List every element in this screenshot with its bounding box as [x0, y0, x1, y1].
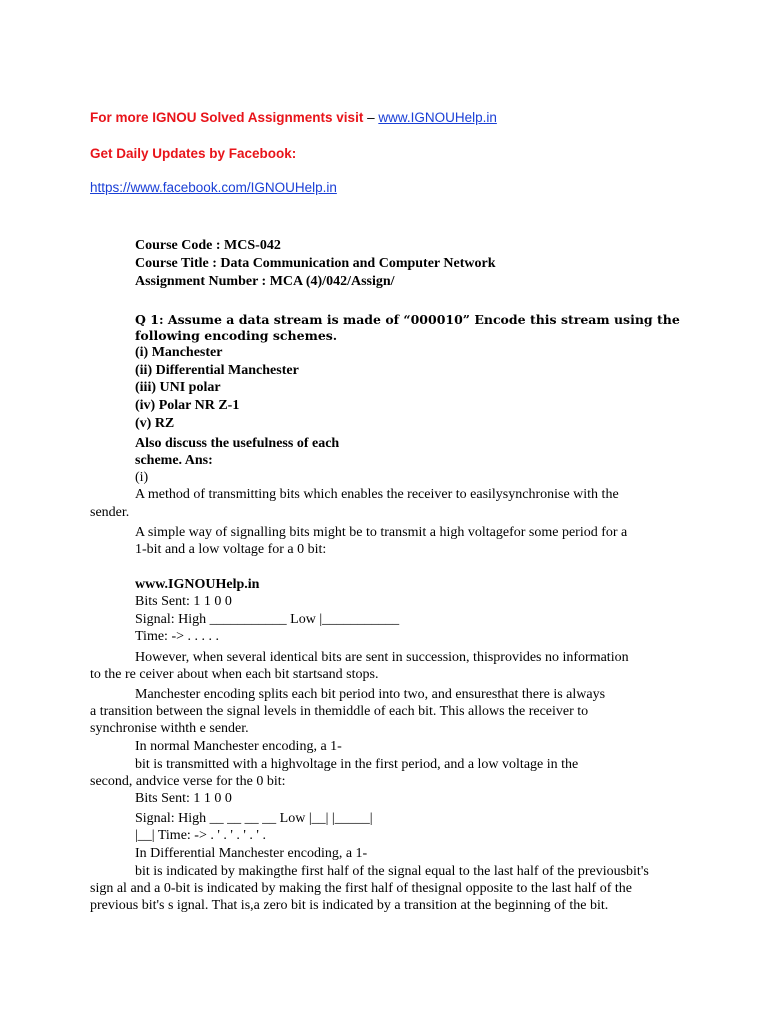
question-line-2: following encoding schemes. [135, 328, 338, 343]
assignment-number: Assignment Number : MCA (4)/042/Assign/ [135, 274, 395, 289]
scheme-item: (iii) UNI polar [135, 380, 221, 395]
question-line-1: Q 1: Assume a data stream is made of “000010” Encode this stream using the [135, 312, 680, 327]
time-line: Time: -> . . . . . [135, 629, 219, 644]
discuss-line-1: Also discuss the usefulness of each [135, 436, 340, 451]
updates-text: Get Daily Updates by Facebook: [90, 146, 297, 161]
scheme-item: (i) Manchester [135, 345, 223, 360]
signal-line: Signal: High ___________ Low |___________ [135, 612, 400, 627]
signal-line: Signal: High __ __ __ __ Low |__| |_____| [135, 811, 373, 826]
paragraph-line: A method of transmitting bits which enables the receiver to easilysynchronise with the [135, 487, 619, 502]
paragraph-line: previous bit's s ignal. That is,a zero bit is indicated by a transition at the beginning of the bit. [90, 898, 609, 913]
ignouhelp-link[interactable]: www.IGNOUHelp.in [378, 110, 497, 125]
answer-part-label: (i) [135, 470, 149, 485]
promo-line [90, 109, 497, 126]
paragraph-line: A simple way of signalling bits might be to transmit a high voltagefor some period for a [135, 525, 628, 540]
paragraph-line: sender. [90, 505, 130, 520]
promo-dash: – [367, 110, 379, 125]
discuss-line-2: scheme. Ans: [135, 453, 213, 468]
course-code: Course Code : MCS-042 [135, 238, 281, 253]
paragraph-line: In Differential Manchester encoding, a 1- [135, 846, 368, 861]
paragraph-line: However, when several identical bits are sent in succession, thisprovides no information [135, 650, 629, 665]
promo-text: For more IGNOU Solved Assignments visit [90, 110, 368, 125]
paragraph-line: to the re ceiver about when each bit startsand stops. [90, 667, 379, 682]
paragraph-line: second, andvice verse for the 0 bit: [90, 774, 286, 789]
paragraph-line: a transition between the signal levels in themiddle of each bit. This allows the receiver to [90, 704, 589, 719]
time-line: |__| Time: -> . ' . ' . ' . ' . [135, 828, 266, 843]
paragraph-line: sign al and a 0-bit is indicated by making the first half of thesignal opposite to the last half of the [90, 881, 632, 896]
scheme-item: (v) RZ [135, 416, 175, 431]
watermark-site: www.IGNOUHelp.in [135, 577, 260, 592]
scheme-item: (ii) Differential Manchester [135, 363, 299, 378]
bits-sent-line: Bits Sent: 1 1 0 0 [135, 791, 232, 806]
scheme-item: (iv) Polar NR Z-1 [135, 398, 240, 413]
paragraph-line: Manchester encoding splits each bit period into two, and ensuresthat there is always [135, 687, 606, 702]
course-title: Course Title : Data Communication and Computer Network [135, 256, 496, 271]
paragraph-line: bit is transmitted with a highvoltage in the first period, and a low voltage in the [135, 757, 579, 772]
bits-sent-line: Bits Sent: 1 1 0 0 [135, 594, 232, 609]
paragraph-line: synchronise withth e sender. [90, 721, 249, 736]
paragraph-line: bit is indicated by makingthe first half of the signal equal to the last half of the previousbit's [135, 864, 649, 879]
paragraph-line: 1-bit and a low voltage for a 0 bit: [135, 542, 327, 557]
paragraph-line: In normal Manchester encoding, a 1- [135, 739, 342, 754]
facebook-link[interactable]: https://www.facebook.com/IGNOUHelp.in [90, 180, 337, 195]
